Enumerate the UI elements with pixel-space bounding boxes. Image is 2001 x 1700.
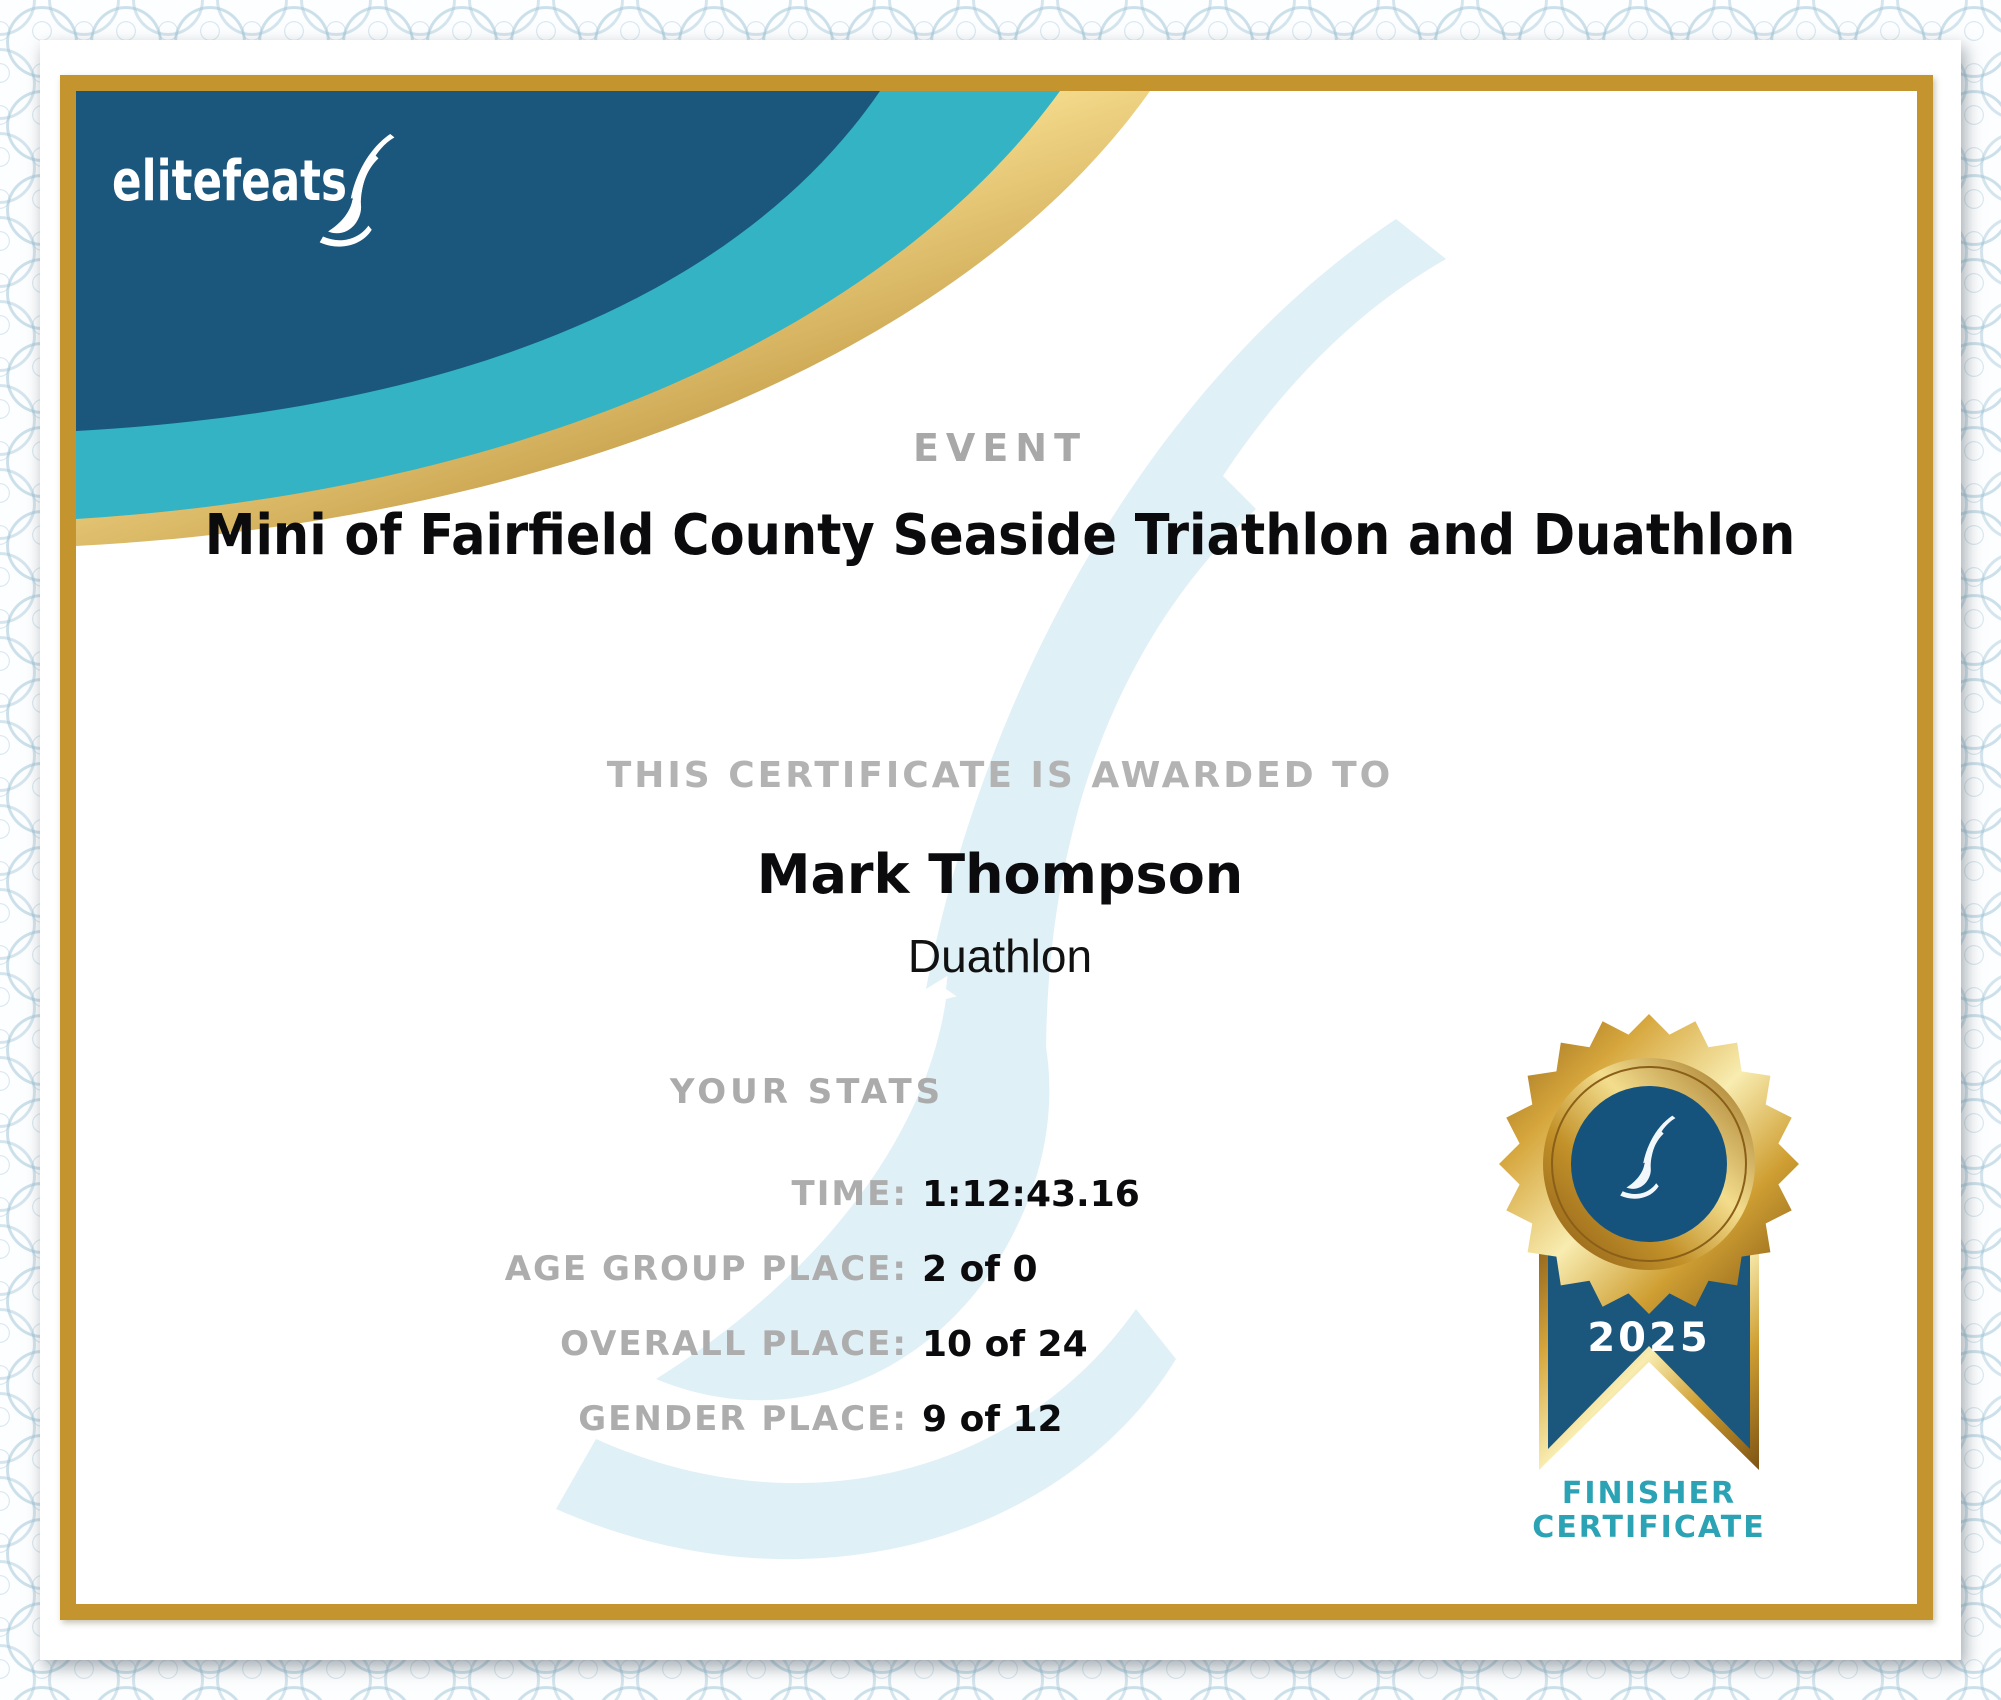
event-section-label: EVENT xyxy=(912,426,1088,470)
finisher-certificate-caption xyxy=(1532,1477,1765,1545)
certificate-line: CERTIFICATE xyxy=(1532,1510,1766,1545)
stat-label: OVERALL PLACE: xyxy=(560,1324,908,1364)
event-title: Mini of Fairfield County Seaside Triathlon and Duathlon xyxy=(204,503,1796,568)
medal-rosette-icon xyxy=(1489,1004,1809,1324)
race-division: Duathlon xyxy=(907,930,1093,982)
finisher-line: FINISHER xyxy=(1561,1476,1737,1511)
stat-label: TIME: xyxy=(791,1174,908,1214)
your-stats-heading: YOUR STATS xyxy=(669,1072,945,1112)
recipient-name: Mark Thompson xyxy=(756,843,1244,906)
stat-value: 2 of 0 xyxy=(922,1249,1038,1290)
stat-value: 10 of 24 xyxy=(922,1324,1088,1365)
stat-label: AGE GROUP PLACE: xyxy=(504,1249,908,1289)
brand-wingfoot-icon xyxy=(318,133,402,251)
certificate-content xyxy=(76,91,1917,1604)
badge-year: 2025 xyxy=(1587,1315,1711,1361)
stat-value: 1:12:43.16 xyxy=(922,1174,1140,1215)
brand-logo-text: elitefeats xyxy=(112,149,348,214)
awarded-to-label: THIS CERTIFICATE IS AWARDED TO xyxy=(606,755,1394,796)
stat-label: GENDER PLACE: xyxy=(578,1399,908,1439)
stat-value: 9 of 12 xyxy=(922,1399,1063,1440)
